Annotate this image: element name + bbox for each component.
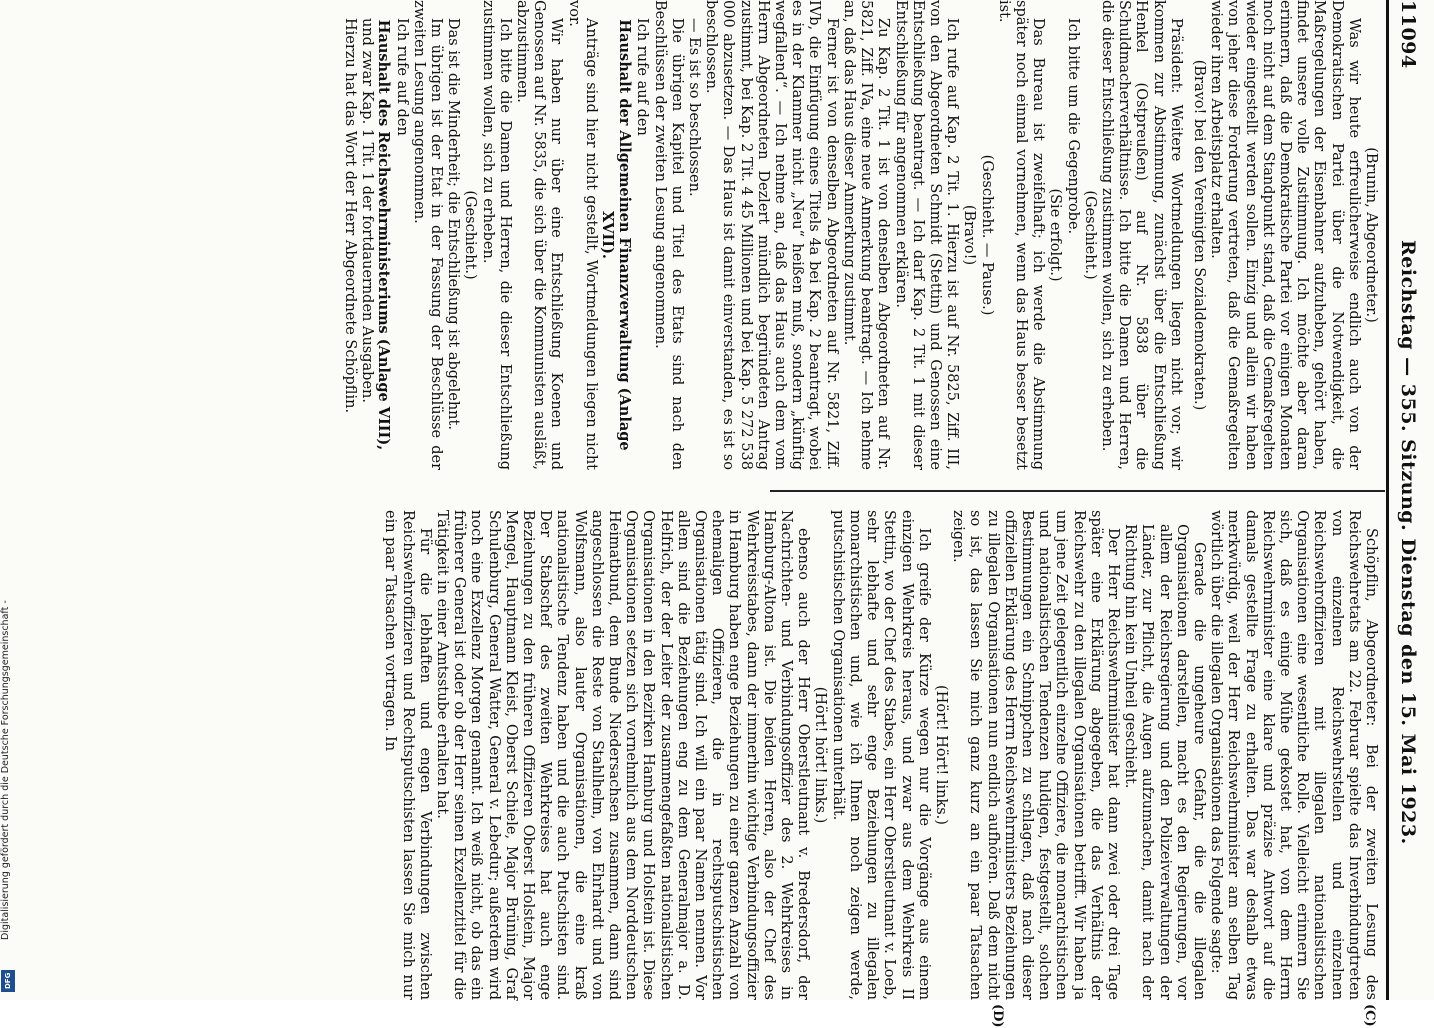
quotation: Gerade die ungeheure Gefahr, die die illegalen Organisationen darstellen, macht es den Regierungen, vor allem der Reichsregierung und den Polizeiverwaltungen der Länder, zur Pflicht, die Augen aufzumachen, damit nach der Richtung hin kein Unheil geschieht.: [1122, 524, 1207, 1000]
section-heading: Haushalt des Reichswehrministeriums (Anlage VIII),: [375, 19, 393, 451]
digitization-note: Digitalisierung gefördert durch die Deutsche Forschungsgemeinschaft -: [0, 600, 11, 940]
paragraph: Im übrigen ist der Etat in der Fassung der Beschlüsse der zweiten Lesung angenommen.: [410, 0, 445, 470]
paragraph: Ich rufe auf den: [634, 18, 651, 136]
interjection: (Sie erfolgt.): [1047, 188, 1064, 282]
interjection: (Geschieht. — Pause.): [978, 154, 995, 316]
interjection: (Bravo!): [961, 204, 978, 266]
paragraph: Für die lebhaften und engen Verbindungen zwischen Reichswehroffizieren und Rechtsputschisten lassen Sie mich nur ein paar Tatsachen vortragen. In: [382, 510, 433, 1000]
paragraph: Hierzu hat das Wort der Herr Abgeordnete Schöpflin.: [342, 18, 359, 414]
paragraph: Ich rufe auf Kap. 2 Tit. 1. Hierzu ist auf Nr. 5825, Ziff. III, von den Abgeordneten Schmidt (Stettin) und Genossen eine Entschließung beantragt. — Ich darf Kap. 2 Tit. 1 mit dieser Entschließung für angenommen erklären.: [892, 0, 961, 470]
column-divider: [770, 490, 1385, 492]
left-column: [342, 0, 1379, 470]
margin-mark-c: (C): [1362, 1004, 1377, 1027]
paragraph: Präsident: Weitere Wortmeldungen liegen nicht vor; wir kommen zur Abstimmung, zunächst über die Entschließung Henkel (Ostpreußen) auf Nr. 5838 über die Schuldmacherverhältnisse. Ich bitte die Damen und Herren, die dieser Entschließung zustimmen wollen, sich zu erheben.: [1098, 0, 1184, 470]
paragraph: Der Herr Reichswehrminister hat dann zwei oder drei Tage später eine Erklärung abgegeben, die das Verhältnis der Reichswehr zu den illegalen Organisationen betrifft. Wir haben ja um jene Zeit gelegentlich einzelne Offiziere, die monarchistischen und nationalistischen Tendenzen huldigen, festgestellt, solchen Bestimmungen ein Schnippchen zu schlagen, daß nach dieser offiziellen Erklärung des Herrn Reichswehrministers Beziehungen zu illegalen Organisationen nun endlich aufhören. Daß dem nicht so ist, das lassen Sie mich ganz kurz an ein paar Tatsachen zeigen.: [950, 510, 1121, 1000]
paragraph: Das Bureau ist zweifelhaft; ich werde die Abstimmung später noch einmal vornehmen, wenn das Haus besser besetzt ist.: [995, 0, 1047, 470]
paragraph: Schöpflin, Abgeordneter: Bei der zweiten Lesung des Reichswehretats am 22. Februar spielte das Inverbindungtreten von einzelnen Reichswehrstellen und einzelnen Reichswehroffizieren mit illegalen nationalistischen Organisationen eine wesentliche Rolle. Vielleicht erinnern Sie sich, daß es einige Mühe gekostet hat, von dem Herrn Reichswehrminister eine klare und präzise Antwort auf die damals gestellte Frage zu erhalten. Das war deshalb etwas merkwürdig, weil der Herr Reichswehrminister am selben Tag wörtlich über die illegalen Organisationen das Folgende sagte:: [1208, 510, 1379, 1000]
paragraph: Was wir heute erfreulicherweise endlich auch von der Demokratischen Partei über die Notwendigkeit, die Maßregelungen der Eisenbahner aufzuheben, gehört haben, findet unsere volle Zustimmung. Ich möchte aber daran erinnern, daß die Demokratische Partei vor einigen Monaten noch nicht auf dem Standpunkt stand, daß die Gemaßregelten wieder eingestellt werden sollen. Einzig und allein wir haben von jeher diese Forderung vertreten, daß die Gemaßregelten wieder ihren Arbeitsplatz erhalten.: [1208, 0, 1362, 470]
rotated-page-content: [95, 0, 1425, 1028]
paragraph: und zwar Kap. 1 Tit. 1 der fortdauernden Ausgaben.: [359, 18, 376, 403]
paragraph: Wir haben nur über eine Entschließung Koenen und Genossen auf Nr. 5835, die sich über die Kommunisten ausläßt, abzustimmen.: [514, 0, 565, 470]
section-heading: Haushalt der Allgemeinen Finanzverwaltung (Anlage XVII).: [599, 19, 634, 451]
paragraph: Ich rufe auf den: [393, 18, 410, 136]
dfg-logo: DFG: [1, 970, 15, 992]
paragraph: Anträge sind hier nicht gestellt, Wortmeldungen liegen nicht vor.: [565, 0, 599, 470]
interjection: (Hört! Hört! links.): [932, 685, 949, 825]
paragraph: Die übrigen Kapitel und Titel des Etats sind nach den Beschlüssen der zweiten Lesung angenommen.: [651, 0, 685, 470]
paragraph: Ich bitte die Damen und Herren, die dieser Entschließung zustimmen wollen, sich zu erheben.: [479, 0, 513, 470]
paragraph: ebenso auch der Herr Oberstleutnant v. Bredersdorf, der Nachrichten- und Verbindungsoffizier des 2. Wehrkreises in Hamburg-Altona ist. Die beiden Herren, also der Chef des Wehrkreisstabes, dann der immerhin wichtige Verbindungsoffizier in Hamburg haben enge Beziehungen zu einer ganzen Anzahl von ehemaligen Offizieren, die in rechtsputschistischen Organisationen tätig sind. Ich will ein paar Namen nennen. Vor allem sind die Beziehungen eng zu dem Generalmajor a. D. Helfrich, der der Leiter der zusammengefaßten nationalistischen Organisationen in den Bezirken Hamburg und Holstein ist. Diese Organisationen setzen sich vornehmlich aus dem Norddeutschen Heimatbund, dem Bunde Niedersachsen zusammen, dann sind angeschlossen die Reste von Stahlhelm, von Ehrhardt und von Wolfsmann, also lauter Organisationen, die eine kraß nationalistische Tendenz haben und die auch Putschisten sind. Der Stabschef des zweiten Wehrkreises hat auch enge Beziehungen zu den früheren Offizieren Oberst Holstein, Major Mengel, Hauptmann Kleist, Oberst Schiele, Major Brüning, Graf Schulenburg, General Watter, General v. Lebedur; außerdem wird noch eine Exzellenz Morgen genannt. Ich weiß nicht, ob das ein früherer General ist oder ob der Herr seinen Exzellenztitel für die Tätigkeit in einer Amtsstube erhalten hat.: [434, 510, 812, 1000]
interjection: (Geschieht.): [1081, 190, 1098, 280]
interjection: (Bravo! bei den Vereinigten Sozialdemokraten.): [1190, 59, 1207, 411]
page-header: [1386, 0, 1425, 1000]
speaker-header: (Brunin, Abgeordneter.): [1363, 147, 1379, 323]
page-number: 11094: [1397, 0, 1419, 69]
interjection: (Geschieht.): [462, 190, 479, 280]
right-column: [382, 510, 1379, 1000]
running-head: Reichstag — 355. Sitzung. Dienstag den 15. Mai 1923.: [1397, 240, 1419, 845]
paragraph: Zu Kap. 2 Tit. 1 ist von denselben Abgeordneten auf Nr. 5821, Ziff. IVa, eine neue Anmerkung beantragt. — Ich nehme an, daß das Haus dieser Anmerkung zustimmt.: [840, 0, 892, 470]
paragraph: Ich greife der Kürze wegen nur die Vorgänge aus einem einzigen Wehrkreis heraus, und zwar aus dem Wehrkreis II Stettin, wo der Chef des Stabes, ein Herr Oberstleutnant v. Loeb, sehr lebhafte und sehr enge Beziehungen zu illegalen monarchistischen und, wie ich Ihnen noch zeigen werde, putschistischen Organisationen unterhält.: [829, 510, 932, 1000]
margin-mark-d: (D): [990, 1004, 1005, 1028]
interjection: (Hört! hört! links.): [812, 686, 829, 824]
paragraph: — Es ist so beschlossen.: [686, 18, 703, 197]
paragraph: Das ist die Minderheit; die Entschließung ist abgelehnt.: [445, 18, 462, 430]
paragraph: Ferner ist von denselben Abgeordneten auf Nr. 5821, Ziff. IVb, die Einfügung eines Titels 4a bei Kap. 2 beantragt, wobei es in der Klammer nicht „Neu“ heißen muß, sondern „künftig wegfallend“. — Ich nehme an, daß das Haus auch dem vom Herrn Abgeordneten Dezlert mündlich begründeten Antrag zustimmt, bei Kap. 2 Tit. 4 45 Millionen und bei Kap. 5 272 538 000 abzusetzen. — Das Haus ist damit einverstanden, es ist so beschlossen.: [703, 0, 840, 470]
paragraph: Ich bitte um die Gegenprobe.: [1064, 18, 1081, 235]
